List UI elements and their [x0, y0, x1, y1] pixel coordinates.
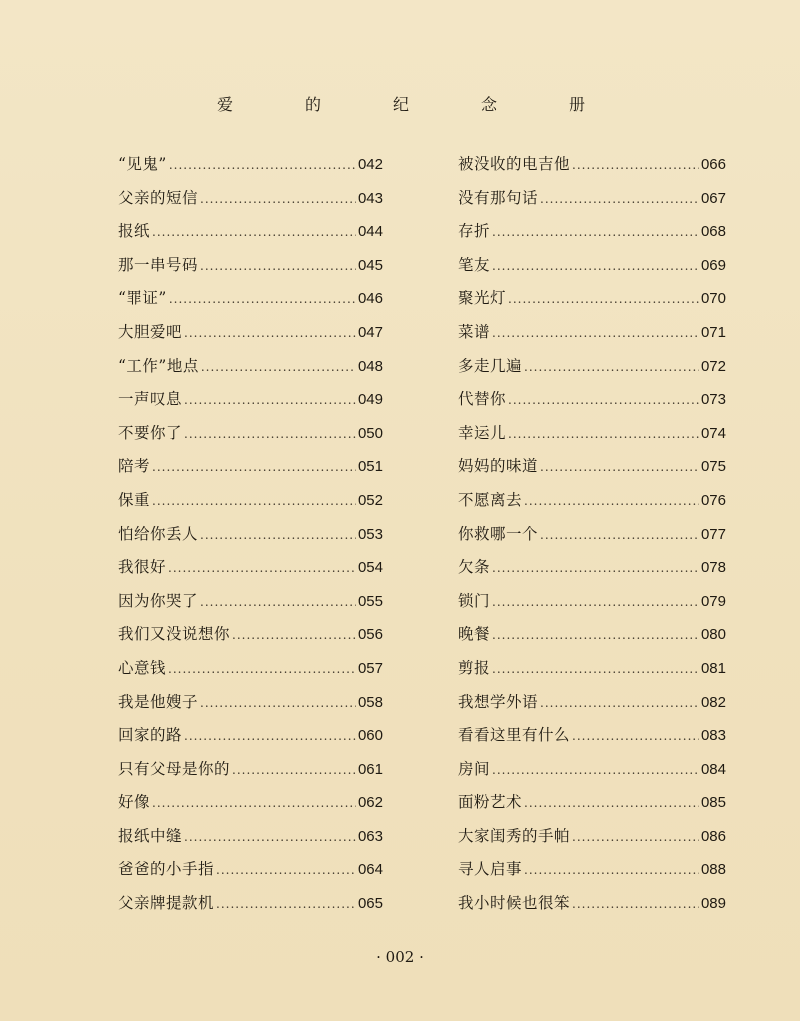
toc-leader-dots: [508, 283, 699, 317]
toc-entry-title: 那一串号码: [118, 255, 199, 274]
toc-entry: [118, 450, 383, 484]
toc-entry: [458, 518, 726, 552]
toc-entry: [458, 249, 726, 283]
toc-entry-title: 笔友: [458, 255, 491, 274]
toc-entry: [118, 417, 383, 451]
toc-entry: [118, 484, 383, 518]
toc-entry-page: 052: [357, 491, 383, 509]
toc-entry-title: 锁门: [458, 591, 491, 610]
toc-entry-title: 我小时候也很笨: [458, 894, 571, 913]
toc-entry-page: 086: [700, 827, 726, 845]
toc-leader-dots: [492, 216, 699, 250]
toc-leader-dots: [184, 821, 356, 855]
toc-entry: [118, 719, 383, 753]
toc-entry-title: “见鬼”: [118, 155, 167, 173]
toc-column-left: [118, 148, 383, 921]
toc-entry: [458, 853, 726, 887]
toc-leader-dots: [200, 519, 356, 553]
toc-leader-dots: [216, 888, 356, 922]
toc-leader-dots: [492, 754, 699, 788]
toc-entry-page: 055: [357, 592, 383, 610]
toc-entry: [458, 450, 726, 484]
toc-entry-title: 因为你哭了: [118, 591, 199, 610]
toc-leader-dots: [169, 149, 356, 183]
toc-leader-dots: [492, 653, 699, 687]
toc-entry-title: 看看这里有什么: [458, 726, 571, 745]
header-char: 纪: [393, 95, 410, 114]
toc-entry: [458, 686, 726, 720]
header-char: 的: [305, 95, 322, 114]
toc-entry-page: 076: [700, 491, 726, 509]
toc-entry-page: 060: [357, 727, 383, 745]
toc-entry-page: 082: [700, 693, 726, 711]
toc-leader-dots: [492, 552, 699, 586]
toc-entry: [458, 585, 726, 619]
header-char: 念: [481, 95, 498, 114]
toc-leader-dots: [152, 485, 356, 519]
toc-entry-title: 心意钱: [118, 658, 167, 677]
toc-entry-title: 爸爸的小手指: [118, 860, 215, 879]
toc-leader-dots: [492, 250, 699, 284]
toc-entry-page: 056: [357, 626, 383, 644]
toc-entry: [118, 518, 383, 552]
toc-entry-page: 047: [357, 323, 383, 341]
toc-entry: [118, 887, 383, 921]
header-char: 爱: [217, 95, 234, 114]
toc-entry-title: 面粉艺术: [458, 793, 523, 812]
toc-entry-title: 妈妈的味道: [458, 457, 539, 476]
toc-leader-dots: [492, 619, 699, 653]
toc-entry: [118, 585, 383, 619]
toc-entry-page: 064: [357, 861, 383, 879]
toc-entry-title: 房间: [458, 759, 491, 778]
toc-entry-title: 回家的路: [118, 726, 183, 745]
toc-entry-page: 046: [357, 290, 383, 308]
toc-entry-title: 好像: [118, 793, 151, 812]
toc-entry-page: 042: [357, 156, 383, 173]
toc-leader-dots: [492, 317, 699, 351]
toc-entry-title: 报纸: [118, 222, 151, 241]
toc-leader-dots: [540, 451, 699, 485]
toc-entry-title: 不要你了: [118, 423, 183, 442]
toc-entry-page: 050: [357, 424, 383, 442]
toc-entry-title: 欠条: [458, 558, 491, 577]
toc-leader-dots: [508, 418, 699, 452]
running-header: [0, 92, 800, 115]
toc-entry-page: 049: [357, 391, 383, 409]
toc-entry-page: 071: [700, 323, 726, 341]
toc-leader-dots: [572, 149, 699, 183]
toc-entry-page: 068: [700, 223, 726, 241]
toc-entry-page: 063: [357, 827, 383, 845]
toc-leader-dots: [168, 653, 356, 687]
toc-leader-dots: [152, 787, 356, 821]
toc-entry-page: 048: [357, 357, 383, 375]
toc-entry-title: 父亲的短信: [118, 188, 199, 207]
toc-entry-page: 043: [357, 189, 383, 207]
toc-entry: [118, 753, 383, 787]
toc-leader-dots: [184, 384, 356, 418]
toc-entry: [458, 383, 726, 417]
toc-entry: [458, 350, 726, 384]
toc-entry: [118, 383, 383, 417]
toc-entry-title: 剪报: [458, 658, 491, 677]
toc-entry-page: 045: [357, 256, 383, 274]
toc-entry-title: 报纸中缝: [118, 826, 183, 845]
toc-entry-page: 066: [700, 156, 726, 173]
toc-entry: [118, 652, 383, 686]
toc-entry: [458, 182, 726, 216]
toc-leader-dots: [169, 283, 356, 317]
toc-entry-title: 我们又没说想你: [118, 625, 231, 644]
toc-entry: [118, 551, 383, 585]
toc-entry-page: 074: [700, 424, 726, 442]
toc-leader-dots: [572, 720, 699, 754]
toc-entry-page: 061: [357, 760, 383, 778]
toc-leader-dots: [152, 216, 356, 250]
toc-entry-page: 085: [700, 794, 726, 812]
toc-entry-page: 088: [700, 861, 726, 879]
toc-entry-page: 057: [357, 659, 383, 677]
toc-leader-dots: [216, 854, 356, 888]
toc-entry-page: 065: [357, 895, 383, 913]
toc-leader-dots: [152, 451, 356, 485]
toc-entry: [458, 719, 726, 753]
toc-entry-title: 我想学外语: [458, 692, 539, 711]
toc-leader-dots: [540, 687, 699, 721]
toc-entry-title: 大家闺秀的手帕: [458, 826, 571, 845]
toc-entry-title: “罪证”: [118, 289, 167, 308]
toc-entry-title: 只有父母是你的: [118, 759, 231, 778]
toc-entry: [458, 652, 726, 686]
toc-entry-title: 我很好: [118, 558, 167, 577]
toc-entry-title: 陪考: [118, 457, 151, 476]
toc-entry: [118, 686, 383, 720]
toc-entry-title: 一声叹息: [118, 390, 183, 409]
toc-leader-dots: [524, 787, 699, 821]
toc-entry-page: 083: [700, 727, 726, 745]
toc-entry-title: 我是他嫂子: [118, 692, 199, 711]
toc-entry-page: 077: [700, 525, 726, 543]
toc-entry-title: 晚餐: [458, 625, 491, 644]
toc-entry: [118, 282, 383, 316]
toc-entry-title: 幸运儿: [458, 423, 507, 442]
toc-entry-page: 075: [700, 458, 726, 476]
toc-entry-title: 没有那句话: [458, 188, 539, 207]
toc-entry: [458, 316, 726, 350]
toc-entry-title: 大胆爱吧: [118, 322, 183, 341]
toc-entry: [118, 182, 383, 216]
toc-leader-dots: [201, 351, 356, 385]
toc-entry: [458, 148, 726, 182]
toc-entry-page: 069: [700, 256, 726, 274]
toc-entry-title: 代替你: [458, 390, 507, 409]
toc-entry-page: 089: [700, 895, 726, 913]
toc-leader-dots: [572, 821, 699, 855]
toc-entry: [118, 249, 383, 283]
toc-entry: [458, 887, 726, 921]
toc-entry-title: 不愿离去: [458, 490, 523, 509]
toc-leader-dots: [524, 854, 699, 888]
toc-entry-page: 081: [700, 659, 726, 677]
header-char: 册: [569, 95, 586, 114]
toc-entry-page: 070: [700, 290, 726, 308]
toc-leader-dots: [184, 720, 356, 754]
toc-leader-dots: [168, 552, 356, 586]
toc-leader-dots: [200, 183, 356, 217]
toc-leader-dots: [540, 519, 699, 553]
toc-entry-page: 080: [700, 626, 726, 644]
page-number: · 002 ·: [376, 948, 424, 966]
toc-entry: [118, 215, 383, 249]
toc-leader-dots: [232, 754, 356, 788]
toc-entry: [458, 215, 726, 249]
toc-entry: [118, 853, 383, 887]
toc-entry: [458, 820, 726, 854]
toc-leader-dots: [200, 586, 356, 620]
toc-leader-dots: [524, 351, 699, 385]
toc-entry: [118, 148, 383, 182]
toc-entry-page: 058: [357, 693, 383, 711]
toc-entry-page: 079: [700, 592, 726, 610]
toc-entry: [458, 753, 726, 787]
toc-entry-title: 存折: [458, 222, 491, 241]
toc-entry: [118, 316, 383, 350]
toc-entry-page: 044: [357, 223, 383, 241]
toc-entry-page: 072: [700, 357, 726, 375]
toc-leader-dots: [540, 183, 699, 217]
toc-leader-dots: [184, 418, 356, 452]
toc-leader-dots: [524, 485, 699, 519]
toc-entry-page: 051: [357, 458, 383, 476]
toc-entry-page: 078: [700, 559, 726, 577]
toc-entry-title: 寻人启事: [458, 860, 523, 879]
toc-entry-page: 067: [700, 189, 726, 207]
toc-entry-title: 聚光灯: [458, 289, 507, 308]
toc-entry: [458, 417, 726, 451]
toc-entry-title: 保重: [118, 490, 151, 509]
toc-leader-dots: [232, 619, 356, 653]
toc-entry: [458, 551, 726, 585]
toc-leader-dots: [200, 687, 356, 721]
toc-entry-title: 怕给你丢人: [118, 524, 199, 543]
toc-entry-title: 你救哪一个: [458, 524, 539, 543]
toc-entry: [118, 350, 383, 384]
toc-entry: [118, 820, 383, 854]
toc-entry-page: 054: [357, 559, 383, 577]
toc-leader-dots: [184, 317, 356, 351]
toc-entry-page: 053: [357, 525, 383, 543]
toc-leader-dots: [508, 384, 699, 418]
toc-entry-title: 被没收的电吉他: [458, 155, 571, 173]
toc-entry: [458, 618, 726, 652]
toc-entry-page: 073: [700, 391, 726, 409]
toc-entry-page: 062: [357, 794, 383, 812]
toc-entry-page: 084: [700, 760, 726, 778]
toc-leader-dots: [492, 586, 699, 620]
toc-column-right: [458, 148, 726, 921]
toc-leader-dots: [572, 888, 699, 922]
toc-entry: [458, 484, 726, 518]
toc-entry-title: “工作”地点: [118, 356, 199, 375]
toc-entry: [118, 618, 383, 652]
toc-entry-title: 菜谱: [458, 322, 491, 341]
toc-entry: [458, 282, 726, 316]
toc-entry-title: 多走几遍: [458, 356, 523, 375]
toc-entry: [458, 786, 726, 820]
toc-leader-dots: [200, 250, 356, 284]
toc-entry-title: 父亲牌提款机: [118, 894, 215, 913]
toc-entry: [118, 786, 383, 820]
